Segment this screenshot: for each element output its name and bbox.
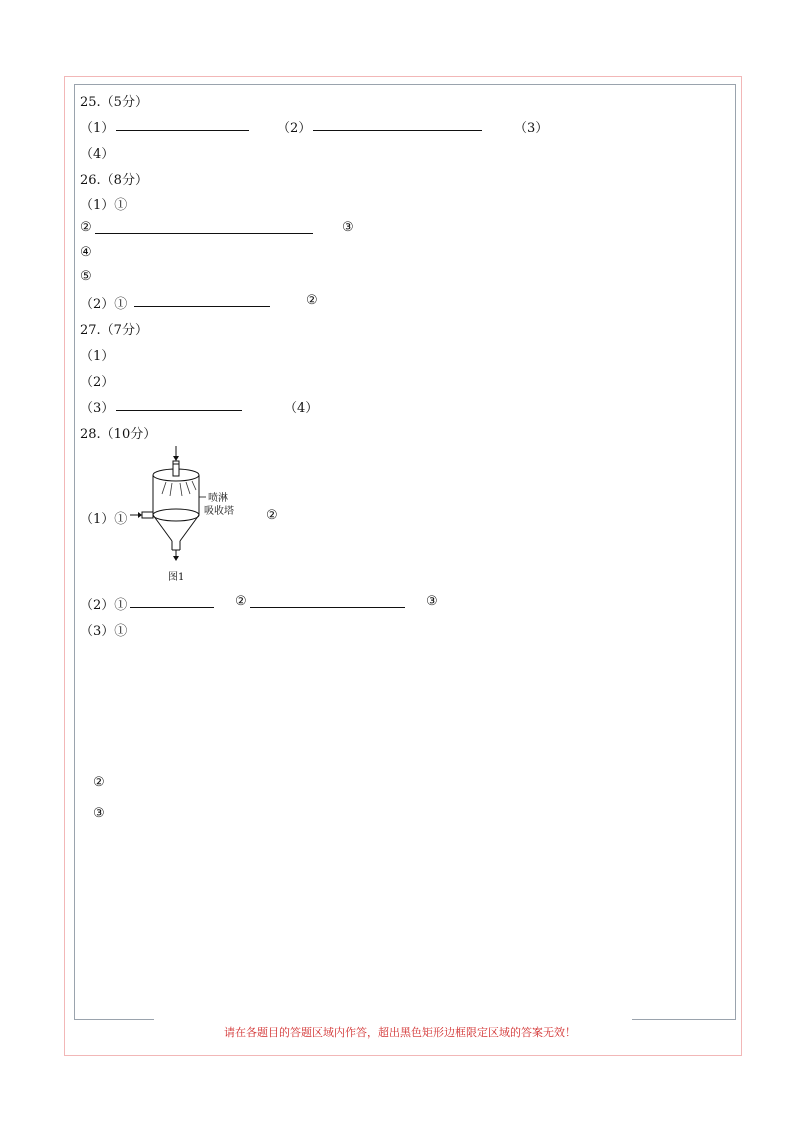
q25-part2-blank[interactable] <box>313 130 482 131</box>
q26-part2-label: （2）① <box>80 297 128 312</box>
q27-part3-blank[interactable] <box>116 410 242 411</box>
q27-heading: 27.（7分） <box>80 323 148 338</box>
q28-part2-circle2-label: ② <box>235 594 247 609</box>
tower-label-line1: 喷淋 <box>208 493 228 504</box>
q26-part2-blank[interactable] <box>134 306 270 307</box>
q28-part1-label: （1）① <box>80 512 128 527</box>
q25-part1-label: （1） <box>80 121 115 136</box>
q26-circle2-label: ② <box>80 220 92 235</box>
q25-heading: 25.（5分） <box>80 95 148 110</box>
q26-circle5-label: ⑤ <box>80 269 92 284</box>
q27-part3-label: （3） <box>80 401 115 416</box>
q28-part2-circle3-label: ③ <box>426 594 438 609</box>
q28-part2-blank1[interactable] <box>130 607 214 608</box>
q28-part3-circle3-label: ③ <box>93 806 105 821</box>
q25-part1-blank[interactable] <box>116 130 249 131</box>
q28-part1-circle2-label: ② <box>266 508 278 523</box>
bottom-border-left <box>74 1019 154 1020</box>
q26-circle4-label: ④ <box>80 245 92 260</box>
q26-circle3-label: ③ <box>342 220 354 235</box>
q27-part4-label: （4） <box>284 401 319 416</box>
q28-part3-circle2-label: ② <box>93 775 105 790</box>
q26-part2-circle2-label: ② <box>306 293 318 308</box>
tower-label-line2: 吸收塔 <box>204 506 234 517</box>
q25-part4-label: （4） <box>80 147 115 162</box>
footer-warning: 请在各题目的答题区域内作答，超出黑色矩形边框限定区域的答案无效！ <box>224 1026 576 1039</box>
q25-part2-label: （2） <box>277 121 312 136</box>
q27-part2-label: （2） <box>80 375 115 390</box>
q28-part2-blank2[interactable] <box>250 607 405 608</box>
q28-part3-label: （3）① <box>80 624 128 639</box>
q26-circle2-blank[interactable] <box>95 233 313 234</box>
q26-part1-label: （1）① <box>80 198 128 213</box>
q28-part2-label: （2）① <box>80 598 128 613</box>
q26-heading: 26.（8分） <box>80 173 148 188</box>
q27-part1-label: （1） <box>80 349 115 364</box>
figure-caption: 图1 <box>168 572 185 583</box>
q28-heading: 28.（10分） <box>80 427 157 442</box>
bottom-border-right <box>632 1019 736 1020</box>
q25-part3-label: （3） <box>514 121 549 136</box>
